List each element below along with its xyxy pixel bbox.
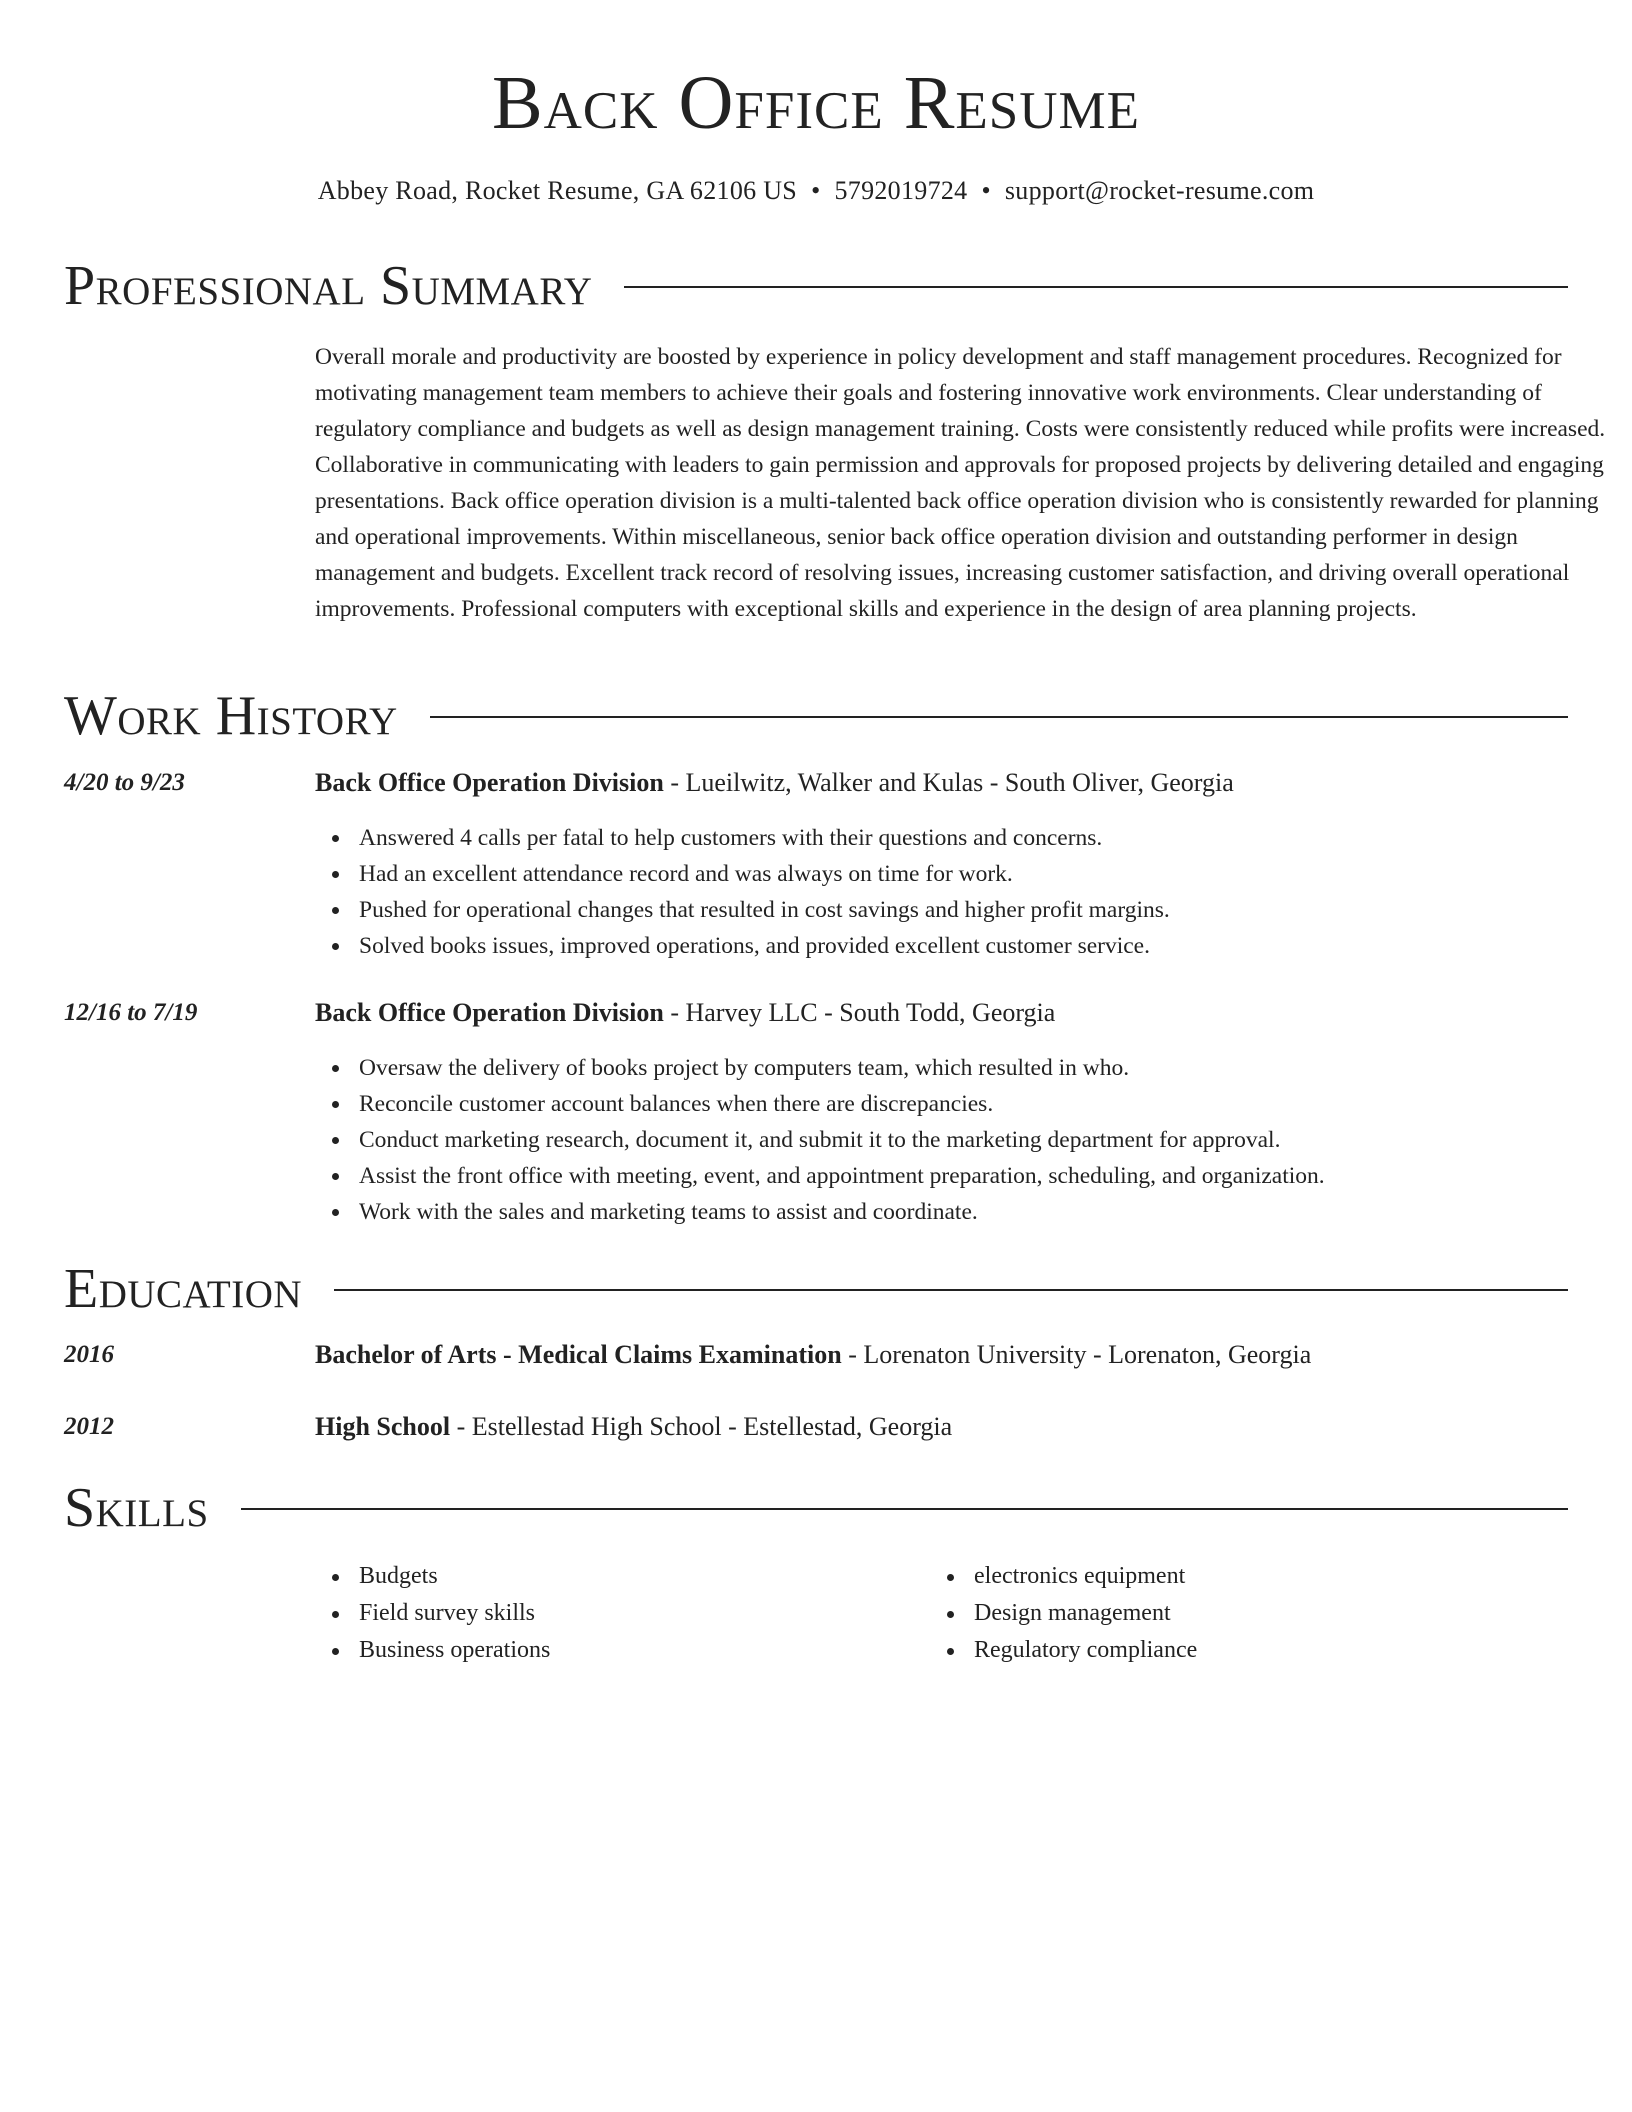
job-title: Back Office Operation Division (315, 768, 664, 797)
skills-list-right (930, 1558, 1197, 1669)
job-dates: 4/20 to 9/23 (64, 769, 185, 796)
education-details: - Lorenaton University - Lorenaton, Georgia (841, 1340, 1312, 1369)
list-item: Pushed for operational changes that resulted in cost savings and higher profit margins. (359, 892, 1170, 928)
list-item: Business operations (359, 1632, 550, 1669)
job-bullets (315, 820, 1170, 964)
list-item: Assist the front office with meeting, event, and appointment preparation, scheduling, and organization. (359, 1158, 1325, 1194)
section-title-skills: Skills (64, 1477, 209, 1539)
section-header-summary (64, 254, 1568, 318)
bullet-icon (332, 1137, 339, 1144)
bullet-icon (332, 1101, 339, 1108)
list-item: Answered 4 calls per fatal to help customers with their questions and concerns. (359, 820, 1170, 856)
list-item: electronics equipment (974, 1558, 1197, 1595)
section-divider (334, 1289, 1568, 1291)
contact-address: Abbey Road, Rocket Resume, GA 62106 US (317, 176, 798, 205)
list-item: Regulatory compliance (974, 1632, 1197, 1669)
section-divider (430, 716, 1568, 718)
contact-phone: 5792019724 (834, 176, 968, 205)
summary-text: Overall morale and productivity are boosted by experience in policy development and staff management procedures. Recognized for motivating management team members to achieve their goals and fostering innovative work environments. Clear understanding of regulatory compliance and budgets as well as design management training. Costs were consistently reduced while profits were increased. Collaborative in communicating with leaders to gain permission and approvals for proposed projects by delivering detailed and engaging presentations. Back office operation division is a multi-talented back office operation division who is consistently rewarded for planning and operational improvements. Within miscellaneous, senior back office operation division and outstanding performer in design management and budgets. Excellent track record of resolving issues, increasing customer satisfaction, and driving overall operational improvements. Professional computers with exceptional skills and experience in the design of area planning projects. (315, 344, 1606, 622)
section-divider (241, 1508, 1568, 1510)
education-line (315, 1338, 1311, 1372)
contact-separator: • (981, 176, 991, 205)
job-bullets (315, 1050, 1325, 1230)
bullet-icon (332, 1209, 339, 1216)
section-header-work-history (64, 684, 1568, 748)
bullet-icon (332, 1648, 339, 1655)
job-title-line (315, 766, 1234, 800)
section-header-skills (64, 1476, 1568, 1540)
section-title-education: Education (64, 1258, 303, 1320)
education-year: 2012 (64, 1413, 114, 1440)
contact-line (64, 174, 1568, 208)
list-item: Design management (974, 1595, 1197, 1632)
bullet-icon (947, 1574, 954, 1581)
bullet-icon (332, 1574, 339, 1581)
education-details: - Estellestad High School - Estellestad, Georgia (450, 1412, 953, 1441)
education-degree: Bachelor of Arts - Medical Claims Examination (315, 1340, 842, 1369)
job-title-line (315, 996, 1055, 1030)
education-degree: High School (315, 1412, 451, 1441)
bullet-icon (332, 907, 339, 914)
bullet-icon (947, 1611, 954, 1618)
bullet-icon (332, 871, 339, 878)
skills-list-left (315, 1558, 550, 1669)
contact-separator: • (811, 176, 821, 205)
section-header-education (64, 1257, 1568, 1321)
bullet-icon (332, 1065, 339, 1072)
list-item: Work with the sales and marketing teams to assist and coordinate. (359, 1194, 1325, 1230)
list-item: Conduct marketing research, document it, and submit it to the marketing department for approval. (359, 1122, 1325, 1158)
job-title: Back Office Operation Division (315, 998, 664, 1027)
list-item: Reconcile customer account balances when there are discrepancies. (359, 1086, 1325, 1122)
section-title-summary: Professional Summary (64, 255, 593, 317)
list-item: Solved books issues, improved operations, and provided excellent customer service. (359, 928, 1170, 964)
list-item: Oversaw the delivery of books project by computers team, which resulted in who. (359, 1050, 1325, 1086)
section-title-work-history: Work History (64, 685, 398, 747)
education-line (315, 1410, 952, 1444)
bullet-icon (332, 1611, 339, 1618)
bullet-icon (332, 943, 339, 950)
bullet-icon (947, 1648, 954, 1655)
bullet-icon (332, 1173, 339, 1180)
job-dates: 12/16 to 7/19 (64, 999, 198, 1026)
job-details: - Harvey LLC - South Todd, Georgia (663, 998, 1056, 1027)
job-details: - Lueilwitz, Walker and Kulas - South Oliver, Georgia (663, 768, 1234, 797)
education-year: 2016 (64, 1341, 114, 1368)
list-item: Had an excellent attendance record and was always on time for work. (359, 856, 1170, 892)
section-divider (624, 286, 1568, 288)
list-item: Field survey skills (359, 1595, 550, 1632)
contact-email: support@rocket-resume.com (1004, 176, 1315, 205)
resume-title: Back Office Resume (491, 61, 1141, 145)
bullet-icon (332, 835, 339, 842)
list-item: Budgets (359, 1558, 550, 1595)
